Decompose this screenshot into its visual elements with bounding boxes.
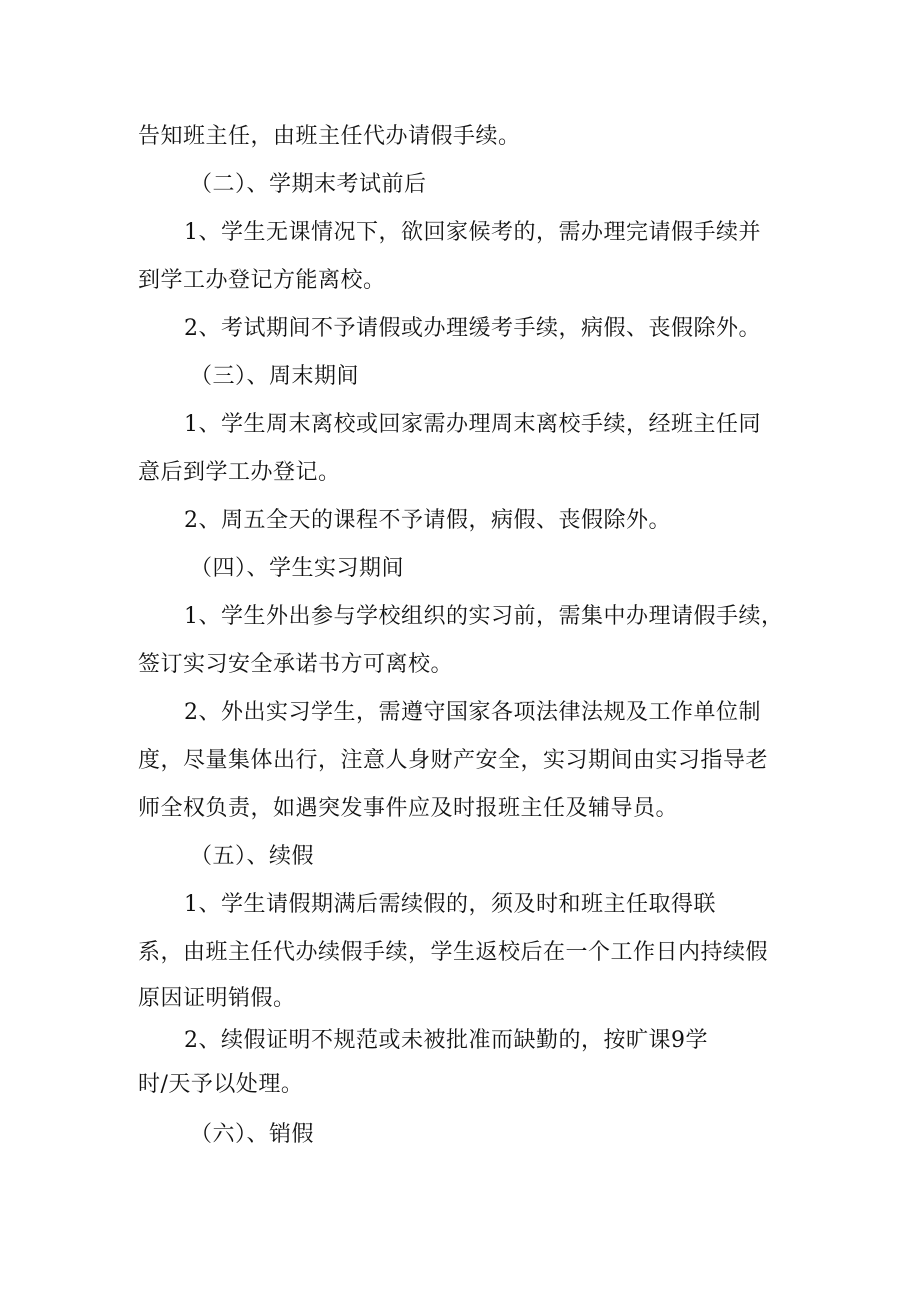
paragraph-line: 原因证明销假。 <box>138 986 296 1011</box>
paragraph-line: 告知班主任，由班主任代办请假手续。 <box>138 124 521 149</box>
paragraph-line: 2、续假证明不规范或未被批准而缺勤的，按旷课9学 <box>184 1028 708 1053</box>
paragraph-line: 1、学生无课情况下，欲回家候考的，需办理完请假手续并 <box>184 220 761 245</box>
paragraph-line: 时/天予以处理。 <box>138 1072 304 1097</box>
section-heading-6: （六）、销假 <box>190 1122 315 1147</box>
paragraph-line: 签订实习安全承诺书方可离校。 <box>138 652 454 677</box>
paragraph-line: 2、考试期间不予请假或办理缓考手续，病假、丧假除外。 <box>184 316 761 341</box>
paragraph-line: 意后到学工办登记。 <box>138 460 341 485</box>
paragraph-line: 1、学生请假期满后需续假的，须及时和班主任取得联 <box>184 892 716 917</box>
paragraph-line: 度，尽量集体出行，注意人身财产安全，实习期间由实习指导老 <box>138 748 769 773</box>
section-heading-3: （三）、周末期间 <box>190 364 360 389</box>
paragraph-line: 系，由班主任代办续假手续，学生返校后在一个工作日内持续假 <box>138 940 769 965</box>
section-heading-2: （二）、学期末考试前后 <box>190 172 427 197</box>
paragraph-line: 师全权负责，如遇突发事件应及时报班主任及辅导员。 <box>138 796 679 821</box>
paragraph-line: 到学工办登记方能离校。 <box>138 268 386 293</box>
paragraph-line: 2、周五全天的课程不予请假，病假、丧假除外。 <box>184 508 671 533</box>
paragraph-line: 1、学生周末离校或回家需办理周末离校手续，经班主任同 <box>184 412 761 437</box>
paragraph-line: 1、学生外出参与学校组织的实习前，需集中办理请假手续， <box>184 604 784 629</box>
section-heading-4: （四）、学生实习期间 <box>190 556 405 581</box>
section-heading-5: （五）、续假 <box>190 844 315 869</box>
paragraph-line: 2、外出实习学生，需遵守国家各项法律法规及工作单位制 <box>184 700 761 725</box>
